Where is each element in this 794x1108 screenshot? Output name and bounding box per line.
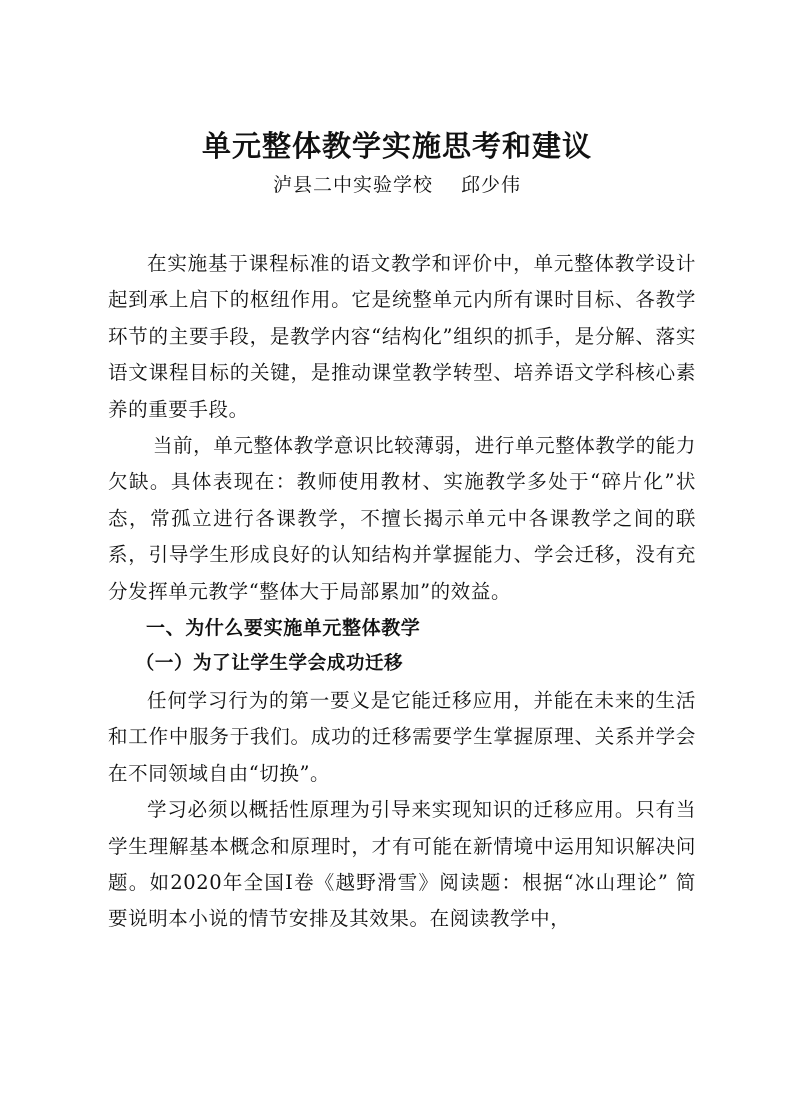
paragraph-intro: 在实施基于课程标准的语文教学和评价中，单元整体教学设计起到承上启下的枢纽作用。它是统整单元内所有课时目标、各教学环节的主要手段，是教学内容“结构化”组织的抓手，是分解、落实语文课程目标的关键，是推动课堂教学转型、培养语文学科核心素养的重要手段。	[108, 252, 696, 421]
paragraph-current-situation: 当前，单元整体教学意识比较薄弱，进行单元整体教学的能力欠缺。具体表现在：教师使用教材、实施教学多处于“碎片化”状态，常孤立进行各课教学，不擅长揭示单元中各课教学之间的联系，引导学生形成良好的认知结构并掌握能力、学会迁移，没有充分发挥单元教学“整体大于局部累加”的效益。	[108, 434, 696, 603]
section-heading: 一、为什么要实施单元整体教学	[146, 617, 421, 640]
author-name: 邱少伟	[461, 174, 522, 196]
author-line	[0, 170, 794, 200]
paragraph-principles: 学习必须以概括性原理为引导来实现知识的迁移应用。只有当学生理解基本概念和原理时，才有可能在新情境中运用知识解决问题。如2020年全国Ⅰ卷《越野滑雪》阅读题：根据“冰山理论” 简要说明本小说的情节安排及其效果。在阅读教学中，	[108, 798, 696, 931]
subsection-heading: （一）为了让学生学会成功迁移	[135, 653, 404, 675]
document-title: 单元整体教学实施思考和建议	[201, 129, 592, 163]
document-body	[108, 246, 696, 938]
paragraph-transfer: 任何学习行为的第一要义是它能迁移应用，并能在未来的生活和工作中服务于我们。成功的迁移需要学生掌握原理、关系并学会在不同领域自由“切换”。	[108, 688, 696, 785]
author-school: 泸县二中实验学校	[272, 174, 433, 196]
